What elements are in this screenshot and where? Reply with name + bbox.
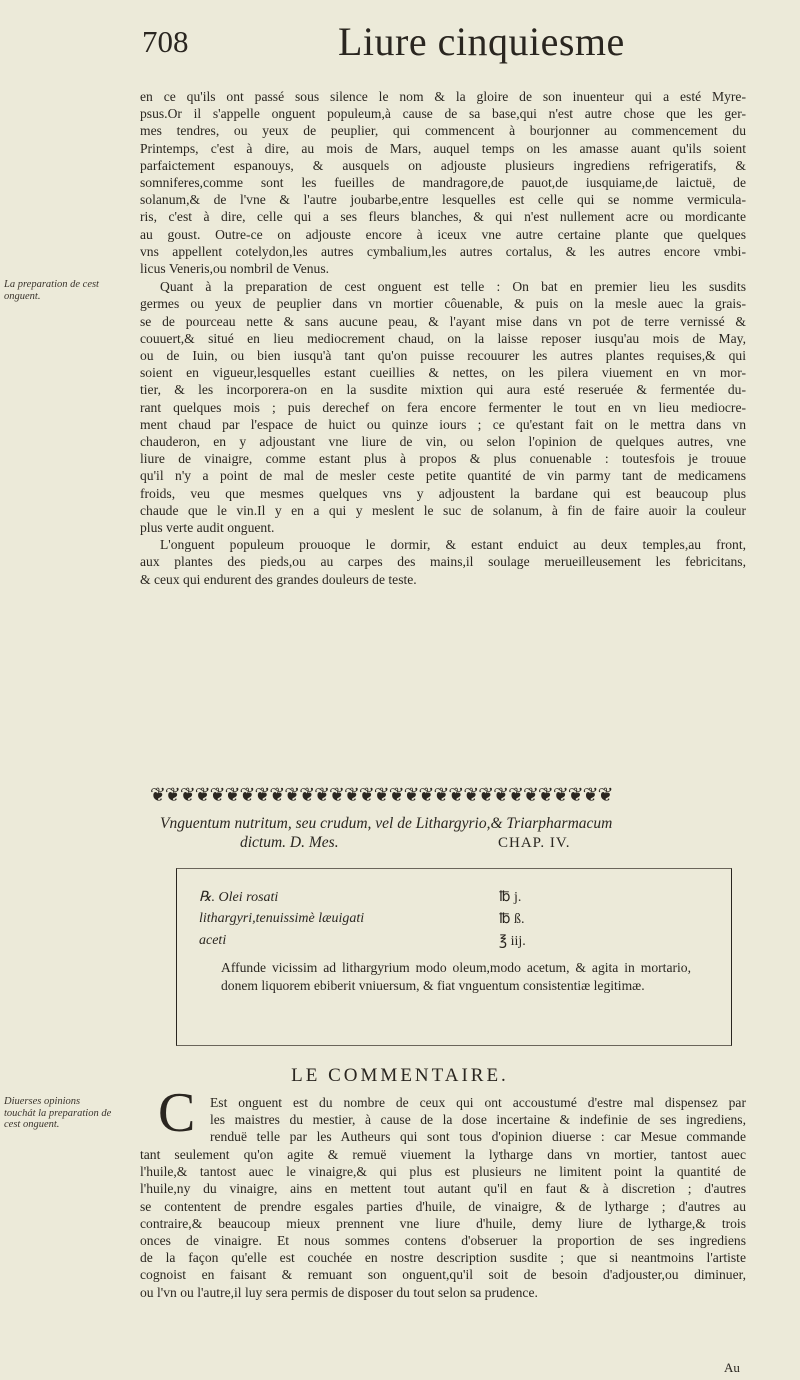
text-line: les maistres du mestier, à cause de la dose incertaine & indefinie de ses ingrediens,	[210, 1112, 746, 1128]
text-line: au goust. Outre-ce on adjouste encore à iceux vne autre certaine plante que quelques	[140, 226, 746, 242]
commentaire-heading: LE COMMENTAIRE.	[291, 1065, 509, 1086]
commentaire-body	[140, 1146, 746, 1301]
ingredient-quantity: ℥ iij.	[499, 934, 526, 949]
text-line: somniferes,comme sont les fueilles de mandragore,de pauot,de iusquiame,de laictuë, de	[140, 175, 746, 191]
text-line: psus.Or il s'appelle onguent populeum,à cause de sa base,qui n'est autre chose que les ger-	[140, 106, 746, 122]
margin-note-preparation: La preparation de cest onguent.	[4, 279, 99, 302]
ingredient-name: lithargyri,tenuissimè læuigati	[199, 911, 365, 926]
recipe-instructions: Affunde vicissim ad lithargyrium modo oleum,modo acetum, & agita in mortario, donem liquorem ebiberit vniuersum, & fiat vnguentum consistentiæ legitimæ.	[221, 960, 691, 993]
paragraph-1	[140, 88, 746, 277]
chapter-title	[160, 814, 720, 852]
paragraph-3	[140, 536, 746, 588]
ingredient-quantity: ℔ j.	[499, 890, 522, 905]
text-line: Quant à la preparation de cest onguent est telle : On bat en premier lieu les susdits	[160, 279, 746, 295]
drop-cap-letter: C	[158, 1082, 196, 1144]
text-line: ment chaud par l'espace de huict ou quinze iours ; ce qu'estant fait on le mettra dans vn	[140, 416, 746, 432]
text-line: & ceux qui endurent des grandes douleurs de teste.	[140, 571, 417, 587]
text-line: plus verte audit onguent.	[140, 520, 275, 536]
text-line: ou l'vn ou l'autre,il luy sera permis de disposer du tout selon sa prudence.	[140, 1284, 538, 1300]
text-line: ou de Iuin, ou bien iusqu'à tant qu'on puisse recouurer les autres plantes requises,& qui	[140, 348, 746, 364]
ingredient-name: ℞. Olei rosati	[199, 890, 279, 905]
text-line: licus Veneris,ou nombril de Venus.	[140, 261, 330, 277]
recipe-box	[176, 868, 732, 1046]
ingredient-quantity: ℔ ß.	[499, 912, 525, 927]
text-line: vns appellent cotelydon,les autres cymbalium,les autres cortalus, & les autres encore vmbi-	[140, 243, 746, 259]
text-line: liure de vinaigre, comme estant plus à propos & plus conuenable : toutesfois je trouue	[140, 451, 746, 467]
text-line: Est onguent est du nombre de ceux qui ont accoustumé d'estre mal dispensez par	[210, 1095, 746, 1110]
chapter-title-line-2: dictum. D. Mes.	[240, 834, 339, 851]
commentaire-first-lines	[210, 1094, 746, 1146]
text-line: soient en vigueur,lesquelles estant cueillies & nettes, on les pilera viuement en vn mor-	[140, 365, 746, 381]
ingredient-name: aceti	[199, 933, 227, 948]
paragraph-2	[140, 278, 746, 536]
text-line: se contentent de prendre esgales parties d'huile, de vinaigre, & de lytharge ; d'autres au	[140, 1198, 746, 1214]
text-line: rant quelques mois ; puis derechef on fera encore fermenter le tout en vn lieu mediocre-	[140, 399, 746, 415]
page-number: 708	[142, 24, 189, 59]
text-line: contraire,& beaucoup mieux prennent vne liure d'huile, demy liure de lytharge,& trois	[140, 1215, 746, 1231]
text-line: parfaictement espanouys, & ausquels on adjouste plusieurs ingrediens refrigeratifs, &	[140, 157, 746, 173]
fleuron-ornament: ❦❦❦❦❦❦❦❦❦❦❦❦❦❦❦❦❦❦❦❦❦❦❦❦❦❦❦❦❦❦❦	[150, 785, 613, 806]
catchword: Au	[724, 1360, 740, 1375]
text-line: couuert,& situé en lieu mediocrement chaud, on la laisse reposer iusqu'au mois de May,	[140, 330, 746, 346]
running-title: Liure cinquiesme	[338, 19, 625, 64]
text-line: solanum,& de l'vne & l'autre joubarbe,entre lesquelles est celle qui se nomme vermicula-	[140, 192, 746, 208]
text-line: aux plantes des pieds,ou au carpes des mains,il soulage merueilleusement les febricitans,	[140, 554, 746, 570]
text-line: se de pourceau nette & sans aucune peau, & l'ayant mise dans vn pot de terre vernissé &	[140, 313, 746, 329]
text-line: ris, c'est à dire, celle qui a ses fleurs blanches, & qui n'est nullement acre ou mordicante	[140, 209, 746, 225]
text-line: chauderon, en y adjoustant vne liure de vin, ou selon l'opinion de quelques autres, vne	[140, 434, 746, 450]
text-line: germes ou yeux de peuplier dans vn mortier côuenable, & puis on la mesle auec la grais-	[140, 296, 746, 312]
text-line: Printemps, c'est à dire, au mois de Mars, auquel temps on les amasse auant qu'ils soient	[140, 140, 746, 156]
text-line: qu'il n'y a point de mal de mesler ceste petite quantité de vin parmy tant de medicamens	[140, 468, 746, 484]
main-text	[140, 88, 746, 588]
margin-note-opinions: Diuerses opinions touchát la preparation de cest onguent.	[4, 1096, 112, 1130]
text-line: en ce qu'ils ont passé sous silence le nom & la gloire de son inuenteur qui a esté Myre-	[140, 89, 746, 104]
text-line: l'huile,ny du vinaigre, ains en mettent tout autant qu'il en faut & à discretion ; d'autres	[140, 1181, 746, 1197]
text-line: L'onguent populeum prouoque le dormir, & estant enduict au deux temples,au front,	[160, 537, 746, 553]
text-line: mes tendres, ou yeux de peuplier, qui commencent à bourjonner au commencement du	[140, 123, 746, 139]
chapter-label: CHAP. IV.	[498, 835, 571, 851]
text-line: chaude que le vin.Il y en a qui y meslent le suc de solanum, à fin de faire auoir la couleur	[140, 502, 746, 518]
text-line: onces de vinaigre. Et nous sommes contens d'obseruer la proportion de ses ingrediens	[140, 1233, 746, 1249]
text-line: renduë telle par les Autheurs qui sont tous d'opinion diuerse : car Mesue commande	[210, 1129, 746, 1145]
page-header	[0, 10, 800, 90]
text-line: l'huile,& tantost auec le vinaigre,& qui plus est plusieurs ne limitent point la quantité de	[140, 1164, 746, 1180]
text-line: tant seulement qu'on agite & remuë viuement la lytharge dans vn mortier, tantost auec	[140, 1147, 746, 1162]
text-line: cognoist en faisant & remuant son onguent,qu'il soit de besoin d'adjouster,ou diminuer,	[140, 1267, 746, 1283]
text-line: de la façon qu'elle est couchée en nostre description susdite ; que si neantmoins l'artiste	[140, 1250, 746, 1266]
text-line: tier, & les incorporera-on en la susdite mixtion qui aura esté reseruée & fermentée du-	[140, 382, 746, 398]
text-line: froids, veu que mesmes quelques vns y adjoustent la bardane qui est beaucoup plus	[140, 485, 746, 501]
chapter-title-line-1: Vnguentum nutritum, seu crudum, vel de Lithargyrio,& Triarpharmacum	[160, 815, 613, 832]
